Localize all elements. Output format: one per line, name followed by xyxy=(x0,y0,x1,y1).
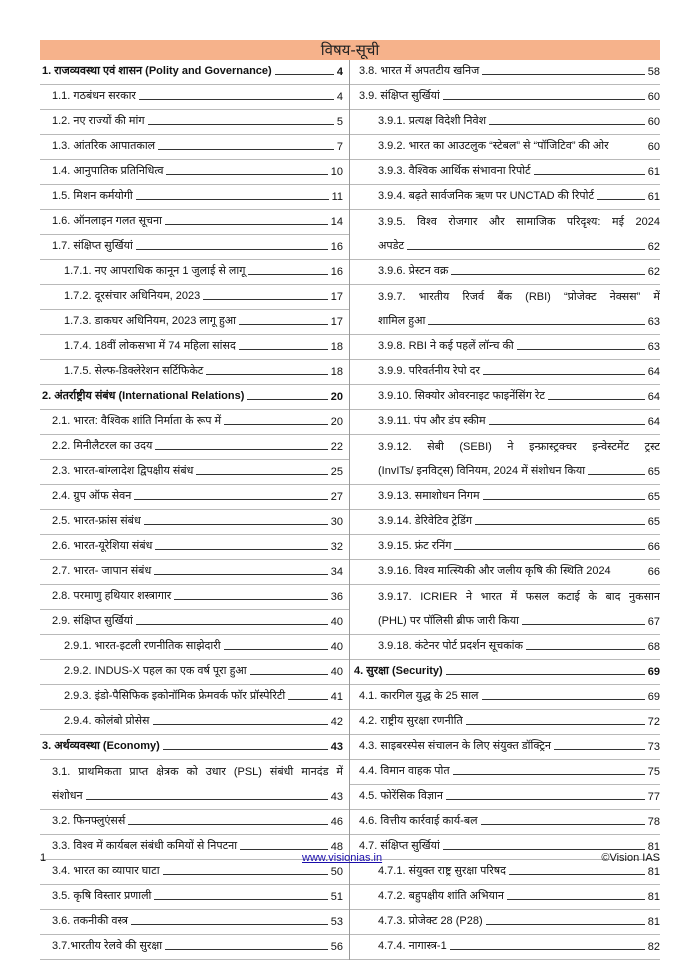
footer-copyright: ©Vision IAS xyxy=(601,852,660,864)
toc-columns xyxy=(40,60,660,960)
toc-entry[interactable] xyxy=(40,760,349,810)
toc-entry-page: 68 xyxy=(647,641,660,653)
dot-leader xyxy=(153,724,328,725)
toc-entry-text: 4.7.4. नागास्त्र-1 xyxy=(378,940,447,952)
toc-entry-text: 2.5. भारत-फ्रांस संबंध xyxy=(52,515,141,527)
toc-entry-text: 1.7.3. डाकघर अधिनियम, 2023 लागू हुआ xyxy=(64,315,237,327)
toc-entry-text: 2.6. भारत-यूरेशिया संबंध xyxy=(52,540,153,552)
toc-entry-page: 58 xyxy=(647,66,660,78)
toc-entry[interactable] xyxy=(350,735,660,760)
toc-entry-page: 40 xyxy=(330,666,343,678)
toc-entry-page: 27 xyxy=(330,491,343,503)
toc-entry-page: 18 xyxy=(330,366,343,378)
dot-leader xyxy=(446,799,645,800)
toc-entry-page: 64 xyxy=(647,416,660,428)
toc-entry[interactable] xyxy=(350,635,660,660)
dot-leader xyxy=(154,899,327,900)
toc-entry[interactable] xyxy=(40,910,349,935)
toc-entry[interactable] xyxy=(40,60,349,85)
dot-leader xyxy=(475,524,645,525)
toc-entry[interactable] xyxy=(350,285,660,335)
dot-leader xyxy=(136,199,329,200)
toc-entry-page: 20 xyxy=(330,416,343,428)
toc-entry[interactable] xyxy=(40,460,349,485)
toc-entry[interactable] xyxy=(40,710,349,735)
toc-entry-text: 3. अर्थव्यवस्था (Economy) xyxy=(42,740,160,752)
dot-leader xyxy=(155,549,327,550)
toc-entry-text: 2.9.2. INDUS-X पहल का एक वर्ष पूरा हुआ xyxy=(64,665,247,677)
toc-entry[interactable] xyxy=(350,85,660,110)
toc-entry[interactable] xyxy=(40,360,349,385)
toc-entry-text: 2.9. संक्षिप्त सुर्खियां xyxy=(52,615,133,627)
toc-entry-text: 1. राजव्यवस्था एवं शासन (Polity and Governance) xyxy=(42,65,272,77)
toc-entry[interactable] xyxy=(40,135,349,160)
dot-leader xyxy=(554,749,645,750)
toc-entry[interactable] xyxy=(40,385,349,410)
dot-leader xyxy=(453,774,645,775)
dot-leader xyxy=(148,124,334,125)
toc-entry-text: 4.7.1. संयुक्त राष्ट्र सुरक्षा परिषद xyxy=(378,865,506,877)
toc-entry[interactable] xyxy=(40,560,349,585)
toc-entry-page: 20 xyxy=(330,391,343,403)
toc-entry-text: 4.4. विमान वाहक पोत xyxy=(359,765,450,777)
toc-entry[interactable] xyxy=(350,210,660,260)
toc-entry[interactable] xyxy=(350,260,660,285)
toc-entry-text: 3.9.13. समाशोधन निगम xyxy=(378,490,480,502)
toc-entry-text: (PHL) पर पॉलिसी ब्रीफ जारी किया xyxy=(378,615,519,627)
dot-leader xyxy=(482,699,645,700)
dot-leader xyxy=(522,624,645,625)
toc-entry-text: 3.4. भारत का व्यापार घाटा xyxy=(52,865,160,877)
toc-entry[interactable] xyxy=(40,210,349,235)
toc-entry-page: 7 xyxy=(336,141,343,153)
toc-entry-text: 3.9.11. पंप और डंप स्कीम xyxy=(378,415,486,427)
toc-entry[interactable] xyxy=(40,410,349,435)
toc-entry-text: 4.7. संक्षिप्त सुर्खियां xyxy=(359,840,440,852)
dot-leader xyxy=(196,474,327,475)
toc-entry-text: 4.7.2. बहुपक्षीय शांति अभियान xyxy=(378,890,504,902)
dot-leader xyxy=(144,524,328,525)
toc-entry-page: 81 xyxy=(647,891,660,903)
toc-entry-text: 4.3. साइबरस्पेस संचालन के लिए संयुक्त डॉक्ट्रिन xyxy=(359,740,551,752)
toc-entry-text: 3.2. फिनफ्लुएंसर्स xyxy=(52,815,126,827)
toc-entry-page: 17 xyxy=(330,291,343,303)
toc-entry-text: 4.7.3. प्रोजेक्ट 28 (P28) xyxy=(378,915,483,927)
toc-entry[interactable] xyxy=(40,685,349,710)
toc-entry-text: 2.7. भारत- जापान संबंध xyxy=(52,565,152,577)
dot-leader xyxy=(239,324,328,325)
toc-entry-text: 1.4. आनुपातिक प्रतिनिधित्व xyxy=(52,165,164,177)
dot-leader xyxy=(483,499,645,500)
toc-entry-text: 1.1. गठबंधन सरकार xyxy=(52,90,136,102)
dot-leader xyxy=(165,224,328,225)
toc-entry[interactable] xyxy=(350,510,660,535)
toc-entry[interactable] xyxy=(350,935,660,960)
toc-entry[interactable] xyxy=(350,60,660,85)
toc-entry[interactable] xyxy=(40,635,349,660)
toc-entry-page: 60 xyxy=(647,116,660,128)
dot-leader xyxy=(250,674,328,675)
dot-leader xyxy=(165,949,328,950)
toc-entry-page: 40 xyxy=(330,641,343,653)
toc-entry-text: 4. सुरक्षा (Security) xyxy=(354,665,443,677)
dot-leader xyxy=(517,349,645,350)
toc-entry-text: 1.3. आंतरिक आपातकाल xyxy=(52,140,156,152)
toc-entry-page: 22 xyxy=(330,441,343,453)
dot-leader xyxy=(443,849,645,850)
dot-leader xyxy=(275,74,334,75)
toc-entry-text: 3.9.5. विश्व रोजगार और सामाजिक परिदृश्य: मई 2024 xyxy=(378,216,660,228)
toc-entry-page: 69 xyxy=(647,691,660,703)
toc-entry-page: 11 xyxy=(331,191,343,203)
toc-entry-text: 2.3. भारत-बांग्लादेश द्विपक्षीय संबंध xyxy=(52,465,194,477)
toc-entry-text: 1.2. नए राज्यों की मांग xyxy=(52,115,145,127)
toc-entry-text: 2.9.3. इंडो-पैसिफिक इकोनॉमिक फ्रेमवर्क फॉर प्रॉस्पेरिटी xyxy=(64,690,286,702)
toc-entry-text: 2. अंतर्राष्ट्रीय संबंध (International Relations) xyxy=(42,390,245,402)
toc-entry-page: 81 xyxy=(647,916,660,928)
dot-leader xyxy=(428,324,644,325)
toc-entry[interactable] xyxy=(350,685,660,710)
toc-entry[interactable] xyxy=(40,585,349,610)
dot-leader xyxy=(407,249,645,250)
toc-entry-text: 3.9.6. प्रेस्टन वक्र xyxy=(378,265,449,277)
toc-entry[interactable] xyxy=(350,135,660,160)
toc-entry-page: 60 xyxy=(647,141,660,153)
dot-leader xyxy=(158,149,334,150)
toc-entry-text: 3.1. प्राथमिकता प्राप्त क्षेत्रक को उधार (PSL) संबंधी मानदंड में xyxy=(52,766,343,778)
toc-entry-text: 3.9.3. वैश्विक आर्थिक संभावना रिपोर्ट xyxy=(378,165,531,177)
dot-leader xyxy=(163,874,328,875)
toc-entry[interactable] xyxy=(350,385,660,410)
toc-entry-page: 16 xyxy=(330,241,343,253)
toc-entry[interactable] xyxy=(40,535,349,560)
toc-entry-page: 30 xyxy=(330,516,343,528)
dot-leader xyxy=(454,549,644,550)
toc-entry-text: 3.9.9. परिवर्तनीय रेपो दर xyxy=(378,365,480,377)
toc-entry-page: 51 xyxy=(330,891,343,903)
toc-entry-text: 1.7.5. सेल्फ-डिक्लेरेशन सर्टिफिकेट xyxy=(64,365,204,377)
toc-entry-page: 69 xyxy=(647,666,660,678)
toc-entry[interactable] xyxy=(350,185,660,210)
dot-leader xyxy=(239,349,328,350)
toc-entry-text: 3.9.14. डेरिवेटिव ट्रेडिंग xyxy=(378,515,473,527)
toc-entry[interactable] xyxy=(40,885,349,910)
dot-leader xyxy=(481,824,645,825)
dot-leader xyxy=(136,249,328,250)
dot-leader xyxy=(206,374,327,375)
toc-entry-text: 2.8. परमाणु हथियार शस्त्रागार xyxy=(52,590,172,602)
toc-entry-text: शामिल हुआ xyxy=(378,315,426,327)
toc-entry-page: 61 xyxy=(647,166,660,178)
toc-entry[interactable] xyxy=(40,260,349,285)
toc-entry-text: 3.9.18. कंटेनर पोर्ट प्रदर्शन सूचकांक xyxy=(378,640,523,652)
toc-entry-page: 66 xyxy=(647,541,660,553)
toc-entry-page: 75 xyxy=(647,766,660,778)
dot-leader xyxy=(86,799,328,800)
toc-entry[interactable] xyxy=(40,285,349,310)
toc-entry-text: 3.8. भारत में अपतटीय खनिज xyxy=(359,65,480,77)
dot-leader xyxy=(486,924,645,925)
toc-entry[interactable] xyxy=(40,435,349,460)
dot-leader xyxy=(247,399,327,400)
dot-leader xyxy=(548,399,645,400)
toc-entry[interactable] xyxy=(350,660,660,685)
toc-entry[interactable] xyxy=(350,760,660,785)
toc-entry-text: (InvITs/ इनविट्स) विनियम, 2024 में संशोधन किया xyxy=(378,465,586,477)
toc-entry-page: 61 xyxy=(647,191,660,203)
dot-leader xyxy=(163,749,328,750)
toc-entry-text: 1.7.2. दूरसंचार अधिनियम, 2023 xyxy=(64,290,201,302)
dot-leader xyxy=(597,199,645,200)
dot-leader xyxy=(139,99,334,100)
toc-entry-page: 50 xyxy=(330,866,343,878)
dot-leader xyxy=(443,99,645,100)
toc-entry[interactable] xyxy=(350,560,660,585)
toc-entry-page: 60 xyxy=(647,91,660,103)
toc-entry-page: 72 xyxy=(647,716,660,728)
dot-leader xyxy=(588,474,645,475)
toc-entry[interactable] xyxy=(350,535,660,560)
toc-entry[interactable] xyxy=(40,735,349,760)
toc-page xyxy=(40,40,660,960)
toc-entry-page: 16 xyxy=(330,266,343,278)
toc-entry-page: 41 xyxy=(330,691,343,703)
dot-leader xyxy=(240,849,328,850)
toc-entry-text: 3.9.8. RBI ने कई पहलें लॉन्च की xyxy=(378,340,514,352)
toc-entry[interactable] xyxy=(40,660,349,685)
toc-entry-text: 3.5. कृषि विस्तार प्रणाली xyxy=(52,890,152,902)
toc-entry-page: 65 xyxy=(647,491,660,503)
dot-leader xyxy=(509,874,645,875)
dot-leader xyxy=(507,899,645,900)
toc-entry[interactable] xyxy=(40,235,349,260)
dot-leader xyxy=(446,674,645,675)
toc-entry[interactable] xyxy=(350,710,660,735)
toc-entry-page: 73 xyxy=(647,741,660,753)
toc-entry-page: 46 xyxy=(330,816,343,828)
toc-entry-page: 56 xyxy=(330,941,343,953)
dot-leader xyxy=(134,499,327,500)
toc-entry[interactable] xyxy=(40,185,349,210)
toc-entry-page: 32 xyxy=(330,541,343,553)
footer-page-number: 1 xyxy=(40,852,47,864)
toc-entry-text: 3.9.10. सिक्योर ओवरनाइट फाइनेंसिंग रेट xyxy=(378,390,545,402)
toc-entry-text: 3.9. संक्षिप्त सुर्खियां xyxy=(359,90,440,102)
dot-leader xyxy=(248,274,327,275)
footer-website-link[interactable]: www.visionias.in xyxy=(302,852,383,864)
toc-entry[interactable] xyxy=(40,160,349,185)
dot-leader xyxy=(203,299,327,300)
dot-leader xyxy=(489,124,645,125)
toc-entry-text: 2.2. मिनीलैटरल का उदय xyxy=(52,440,153,452)
toc-entry[interactable] xyxy=(40,110,349,135)
toc-entry[interactable] xyxy=(40,610,349,635)
toc-entry-text: 4.2. राष्ट्रीय सुरक्षा रणनीति xyxy=(359,715,463,727)
toc-entry[interactable] xyxy=(350,785,660,810)
toc-right-column xyxy=(350,60,660,960)
toc-entry[interactable] xyxy=(40,810,349,835)
toc-entry-text: 1.7.1. नए आपराधिक कानून 1 जुलाई से लागू xyxy=(64,265,246,277)
toc-entry-page: 78 xyxy=(647,816,660,828)
toc-entry[interactable] xyxy=(40,510,349,535)
dot-leader xyxy=(131,924,328,925)
dot-leader xyxy=(450,949,645,950)
toc-entry-page: 65 xyxy=(647,516,660,528)
toc-entry-page: 17 xyxy=(330,316,343,328)
dot-leader xyxy=(483,374,645,375)
toc-entry-text: 3.9.7. भारतीय रिजर्व बैंक (RBI) “प्रोजेक्ट नेक्सस” में xyxy=(378,291,660,303)
toc-entry-text: 3.3. विश्व में कार्यबल संबंधी कमियों से निपटना xyxy=(52,840,238,852)
toc-entry-page: 5 xyxy=(336,116,343,128)
toc-entry-text: 4.5. फोरेंसिक विज्ञान xyxy=(359,790,443,802)
toc-entry-page: 18 xyxy=(330,341,343,353)
toc-entry[interactable] xyxy=(350,335,660,360)
dot-leader xyxy=(534,174,645,175)
toc-entry-text: 2.1. भारत: वैश्विक शांति निर्माता के रूप में xyxy=(52,415,222,427)
toc-entry[interactable] xyxy=(40,85,349,110)
toc-entry-text: 1.5. मिशन कर्मयोगी xyxy=(52,190,133,202)
toc-entry-text: 3.9.2. भारत का आउटलुक “स्टेबल” से “पॉजिटिव” की ओर xyxy=(378,140,609,152)
dot-leader xyxy=(136,624,328,625)
toc-entry[interactable] xyxy=(350,910,660,935)
toc-entry-text: अपडेट xyxy=(378,240,405,252)
toc-entry-page: 64 xyxy=(647,391,660,403)
toc-entry-page: 62 xyxy=(647,266,660,278)
toc-entry-page: 82 xyxy=(647,941,660,953)
toc-entry-page: 43 xyxy=(330,741,343,753)
toc-entry[interactable] xyxy=(40,485,349,510)
toc-entry-text: 4.6. वित्तीय कार्रवाई कार्य-बल xyxy=(359,815,478,827)
toc-entry-text: 4.1. कारगिल युद्ध के 25 साल xyxy=(359,690,479,702)
toc-entry[interactable] xyxy=(350,885,660,910)
toc-entry-text: 3.7.भारतीय रेलवे की सुरक्षा xyxy=(52,940,163,952)
toc-entry-page: 36 xyxy=(330,591,343,603)
toc-entry-page: 25 xyxy=(330,466,343,478)
dot-leader xyxy=(526,649,645,650)
dot-leader xyxy=(155,449,327,450)
toc-entry-page: 34 xyxy=(330,566,343,578)
toc-entry-page: 62 xyxy=(647,241,660,253)
toc-entry-text: 3.9.12. सेबी (SEBI) ने इन्फ्रास्ट्रक्चर इन्वेस्टमेंट ट्रस्ट xyxy=(378,441,660,453)
toc-entry-page: 64 xyxy=(647,366,660,378)
dot-leader xyxy=(482,74,644,75)
dot-leader xyxy=(128,824,327,825)
dot-leader xyxy=(166,174,327,175)
toc-entry-text: 2.9.4. कोलंबो प्रोसेस xyxy=(64,715,150,727)
toc-title: विषय-सूची xyxy=(40,40,660,60)
toc-entry-page: 77 xyxy=(647,791,660,803)
toc-entry-page: 81 xyxy=(647,866,660,878)
toc-entry-page: 43 xyxy=(330,791,343,803)
toc-entry-text: 3.9.4. बढ़ते सार्वजनिक ऋण पर UNCTAD की रिपोर्ट xyxy=(378,190,595,202)
toc-entry-text: 3.9.15. फ्रंट रनिंग xyxy=(378,540,452,552)
toc-entry-text: 1.7. संक्षिप्त सुर्खियां xyxy=(52,240,133,252)
toc-entry[interactable] xyxy=(40,310,349,335)
toc-entry-page: 63 xyxy=(647,341,660,353)
dot-leader xyxy=(489,424,645,425)
toc-entry-page: 4 xyxy=(336,66,343,78)
toc-entry-page: 67 xyxy=(647,616,660,628)
toc-entry-page: 14 xyxy=(330,216,343,228)
toc-entry[interactable] xyxy=(350,435,660,485)
toc-entry-page: 4 xyxy=(336,91,343,103)
toc-left-column xyxy=(40,60,350,960)
toc-entry[interactable] xyxy=(350,110,660,135)
toc-entry[interactable] xyxy=(350,585,660,635)
dot-leader xyxy=(174,599,327,600)
toc-entry-text: 2.9.1. भारत-इटली रणनीतिक साझेदारी xyxy=(64,640,221,652)
toc-entry-text: 1.6. ऑनलाइन गलत सूचना xyxy=(52,215,162,227)
toc-entry[interactable] xyxy=(350,410,660,435)
toc-entry-text: 3.6. तकनीकी वस्त्र xyxy=(52,915,128,927)
toc-entry-page: 81 xyxy=(647,841,660,853)
toc-entry[interactable] xyxy=(350,810,660,835)
toc-entry[interactable] xyxy=(40,335,349,360)
toc-entry-text: 3.9.17. ICRIER ने भारत में फसल कटाई के बाद नुकसान xyxy=(378,591,660,603)
dot-leader xyxy=(288,699,327,700)
toc-entry-text: 3.9.1. प्रत्यक्ष विदेशी निवेश xyxy=(378,115,487,127)
toc-entry-text: संशोधन xyxy=(52,790,83,802)
toc-entry-text: 3.9.16. विश्व मात्स्यिकी और जलीय कृषि की स्थिति 2024 xyxy=(378,565,611,577)
toc-entry[interactable] xyxy=(350,160,660,185)
toc-entry-page: 53 xyxy=(330,916,343,928)
toc-entry-text: 1.7.4. 18वीं लोकसभा में 74 महिला सांसद xyxy=(64,340,236,352)
toc-entry-text: 2.4. ग्रुप ऑफ सेवन xyxy=(52,490,132,502)
toc-entry-page: 42 xyxy=(330,716,343,728)
dot-leader xyxy=(451,274,644,275)
toc-entry-page: 66 xyxy=(647,566,660,578)
toc-entry-page: 63 xyxy=(647,316,660,328)
toc-entry-page: 48 xyxy=(330,841,343,853)
toc-entry-page: 65 xyxy=(647,466,660,478)
dot-leader xyxy=(224,649,328,650)
dot-leader xyxy=(154,574,328,575)
toc-entry[interactable] xyxy=(40,935,349,960)
dot-leader xyxy=(466,724,645,725)
dot-leader xyxy=(224,424,328,425)
toc-entry[interactable] xyxy=(350,360,660,385)
toc-entry-page: 40 xyxy=(330,616,343,628)
toc-entry-page: 10 xyxy=(330,166,343,178)
toc-entry[interactable] xyxy=(350,485,660,510)
